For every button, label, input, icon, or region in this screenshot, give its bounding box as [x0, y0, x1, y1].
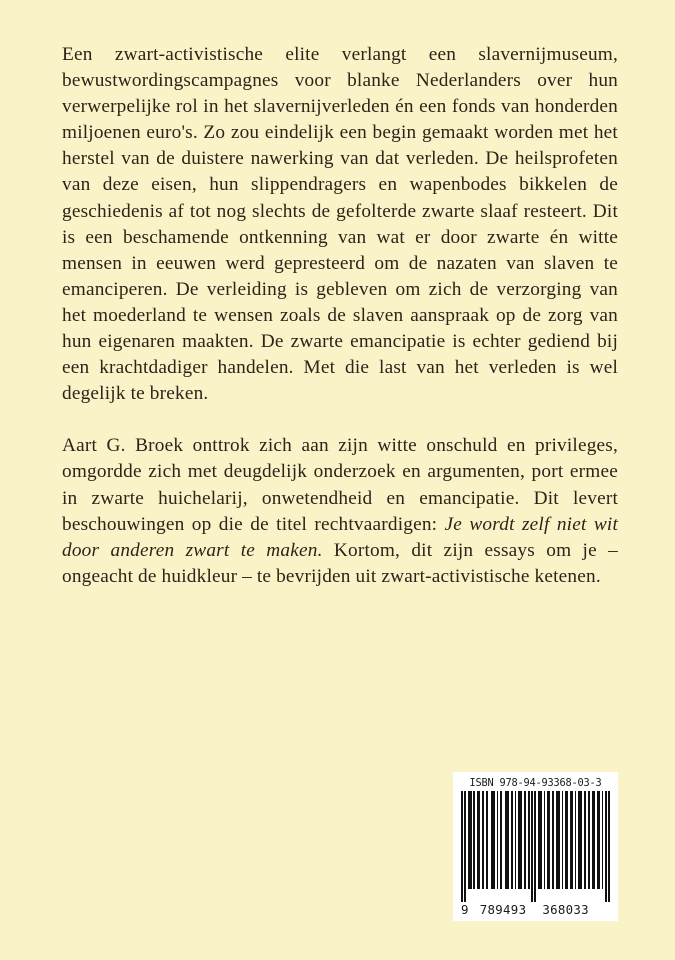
barcode-bar: [497, 791, 499, 889]
barcode-bar: [605, 791, 607, 902]
barcode-bars: [461, 791, 610, 902]
barcode-bar: [528, 791, 530, 889]
barcode-bar: [468, 791, 472, 889]
barcode-bar: [518, 791, 522, 889]
ean-right-group: 368033: [542, 902, 589, 917]
barcode-bar: [534, 791, 536, 902]
barcode-bar: [562, 791, 564, 889]
barcode-bar: [477, 791, 480, 889]
barcode-bar: [588, 791, 590, 889]
barcode-bar: [505, 791, 509, 889]
barcode-bar: [511, 791, 513, 889]
barcode-bar: [461, 791, 463, 902]
barcode-bar: [473, 791, 475, 889]
barcode-bar: [515, 791, 517, 889]
barcode-bar: [544, 791, 546, 889]
blurb-paragraph-2-lead-text: Aart G. Broek onttrok zich aan zijn witte onschuld en privileges, omgordde zich met deugdelijk onderzoek en argumenten, port ermee in zwarte huichelarij, onwetendheid en emancipatie. Dit levert beschouwingen op die de titel rechtvaardigen:: [62, 435, 618, 535]
barcode-bar: [482, 791, 484, 889]
blurb-paragraph-2-tail-text: Kortom, dit zijn essays om je – ongeacht de huidkleur – te bevrijden uit zwart-activistische ketenen.: [62, 539, 618, 587]
blurb-text-block: [62, 42, 618, 590]
barcode-bar: [464, 791, 466, 902]
barcode-bar: [486, 791, 488, 889]
barcode-bar: [570, 791, 572, 889]
barcode-bar: [575, 791, 577, 889]
barcode-bar: [552, 791, 554, 889]
barcode-bar: [565, 791, 568, 889]
blurb-paragraph-2: [62, 433, 618, 590]
barcode-bar: [592, 791, 595, 889]
blurb-paragraph-1-text: Een zwart-activistische elite verlangt een slavernijmuseum, bewustwordingscampagnes voor blanke Nederlanders over hun verwerpelijke rol in het slavernijverleden én een fonds van honderden miljoenen euro's. Zo zou eindelijk een begin gemaakt worden met het herstel van de duistere nawerking van dat verleden. De heilsprofeten van deze eisen, hun slippendragers en wapenbodes bikkelen de geschiedenis af tot nog slechts de gefolterde zwarte slaaf resteert. Dit is een beschamende ontkenning van wat er door zwarte én witte mensen in eeuwen werd gepresteerd om de nazaten van slaven te emanciperen. De verleiding is gebleven om zich de verzorging van het moederland te wensen zoals de slaven aanspraak op de zorg van hun eigenaren maakten. De zwarte emancipatie is echter gediend bij een krachtdadiger handelen. Met die last van het verleden is wel degelijk te breken.: [62, 44, 618, 405]
barcode-bar: [500, 791, 502, 889]
barcode-bar: [524, 791, 526, 889]
barcode-bar: [547, 791, 549, 889]
blurb-paragraph-1: [62, 42, 618, 407]
barcode-bar: [602, 791, 604, 889]
barcode-bar: [491, 791, 496, 889]
isbn-label: ISBN 978-94-93368-03-3: [469, 777, 602, 789]
barcode-bar: [608, 791, 610, 902]
barcode-bar: [556, 791, 560, 889]
barcode-bar: [538, 791, 541, 889]
book-title-italic: Je wordt zelf niet wit door anderen zwart te maken.: [62, 513, 618, 561]
barcode-bar: [584, 791, 586, 889]
ean-lead-digit: 9: [461, 902, 469, 917]
ean-digits: [460, 902, 611, 917]
barcode-bar: [531, 791, 533, 902]
barcode-bar: [578, 791, 582, 889]
isbn-barcode-block: [453, 772, 618, 921]
ean-left-group: 789493: [479, 902, 527, 917]
barcode-bar: [597, 791, 599, 889]
